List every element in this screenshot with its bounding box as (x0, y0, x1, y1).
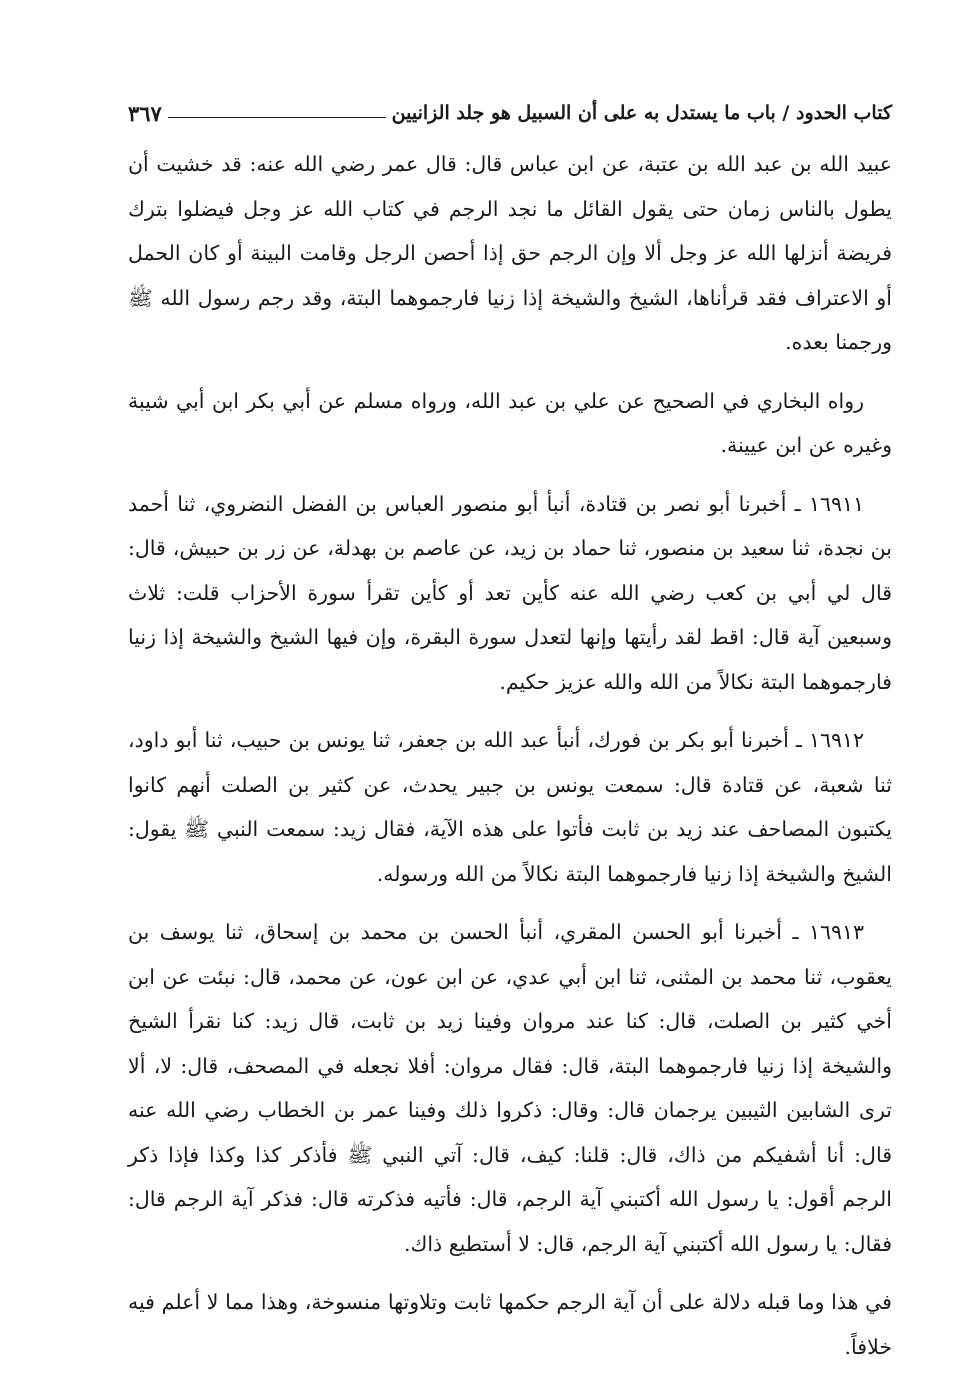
paragraph-hadith-16911: ١٦٩١١ ـ أخبرنا أبو نصر بن قتادة، أنبأ أبو منصور العباس بن الفضل النضروي، ثنا أحمد بن نجدة، ثنا سعيد بن منصور، ثنا حماد بن زيد، عن عاصم بن بهدلة، عن زر بن حبيش، قال: قال لي أبي بن كعب رضي الله عنه كأين تعد أو كأين تقرأ سورة الأحزاب قلت: ثلاث وسبعين آية قال: اقط لقد رأيتها وإنها لتعدل سورة البقرة، وإن فيها الشيخ والشيخة إذا زنيا فارجموهما البتة نكالاً من الله والله عزيز حكيم. (128, 491, 892, 694)
running-header (128, 92, 892, 134)
paragraph-hadith-16913: ١٦٩١٣ ـ أخبرنا أبو الحسن المقري، أنبأ الحسن بن محمد بن إسحاق، ثنا يوسف بن يعقوب، ثنا محمد بن المثنى، ثنا ابن أبي عدي، عن ابن عون، عن محمد، قال: نبئت عن ابن أخي كثير بن الصلت، قال: كنا عند مروان وفينا زيد بن ثابت، قال زيد: كنا نقرأ الشيخ والشيخة إذا زنيا فارجموهما البتة، قال: فقال مروان: أفلا نجعله في المصحف، قال: لا، ألا ترى الشابين الثيبين يرجمان قال: وقال: ذكروا ذلك وفينا عمر بن الخطاب رضي الله عنه قال: أنا أشفيكم من ذاك، قال: قلنا: كيف، قال: آتي النبي ﷺ فأذكر كذا وكذا فإذا ذكر الرجم أقول: يا رسول الله أكتبني آية الرجم، قال: فأتيه فذكرته قال: فذكر آية الرجم قال: فقال: يا رسول الله أكتبني آية الرجم، قال: لا أستطيع ذاك. (128, 920, 892, 1256)
page-number: ٣٦٧ (128, 100, 162, 126)
header-rule (168, 117, 386, 118)
book-page (128, 92, 892, 1369)
header-title: كتاب الحدود / باب ما يستدل به على أن السبيل هو جلد الزانيين (391, 102, 892, 124)
paragraph-bukhari-note: رواه البخاري في الصحيح عن علي بن عبد الله، ورواه مسلم عن أبي بكر ابن أبي شيبة وغيره عن ابن عيينة. (128, 388, 892, 457)
paragraph-conclusion: في هذا وما قبله دلالة على أن آية الرجم حكمها ثابت وتلاوتها منسوخة، وهذا مما لا أعلم فيه خلافاً. (128, 1290, 892, 1359)
paragraph-umar-hadith: عبيد الله بن عبد الله بن عتبة، عن ابن عباس قال: قال عمر رضي الله عنه: قد خشيت أن يطول بالناس زمان حتى يقول القائل ما نجد الرجم في كتاب الله عز وجل فيضلوا بترك فريضة أنزلها الله عز وجل ألا وإن الرجم حق إذا أحصن الرجل وقامت البينة أو كان الحمل أو الاعتراف فقد قرأناها، الشيخ والشيخة إذا زنيا فارجموهما البتة، وقد رجم رسول الله ﷺ ورجمنا بعده. (128, 152, 892, 354)
paragraph-hadith-16912: ١٦٩١٢ ـ أخبرنا أبو بكر بن فورك، أنبأ عبد الله بن جعفر، ثنا يونس بن حبيب، ثنا أبو داود، ثنا شعبة، عن قتادة قال: سمعت يونس بن جبير يحدث، عن كثير بن الصلت أنهم كانوا يكتبون المصاحف عند زيد بن ثابت فأتوا على هذه الآية، فقال زيد: سمعت النبي ﷺ يقول: الشيخ والشيخة إذا زنيا فارجموهما البتة نكالاً من الله ورسوله. (128, 728, 892, 886)
